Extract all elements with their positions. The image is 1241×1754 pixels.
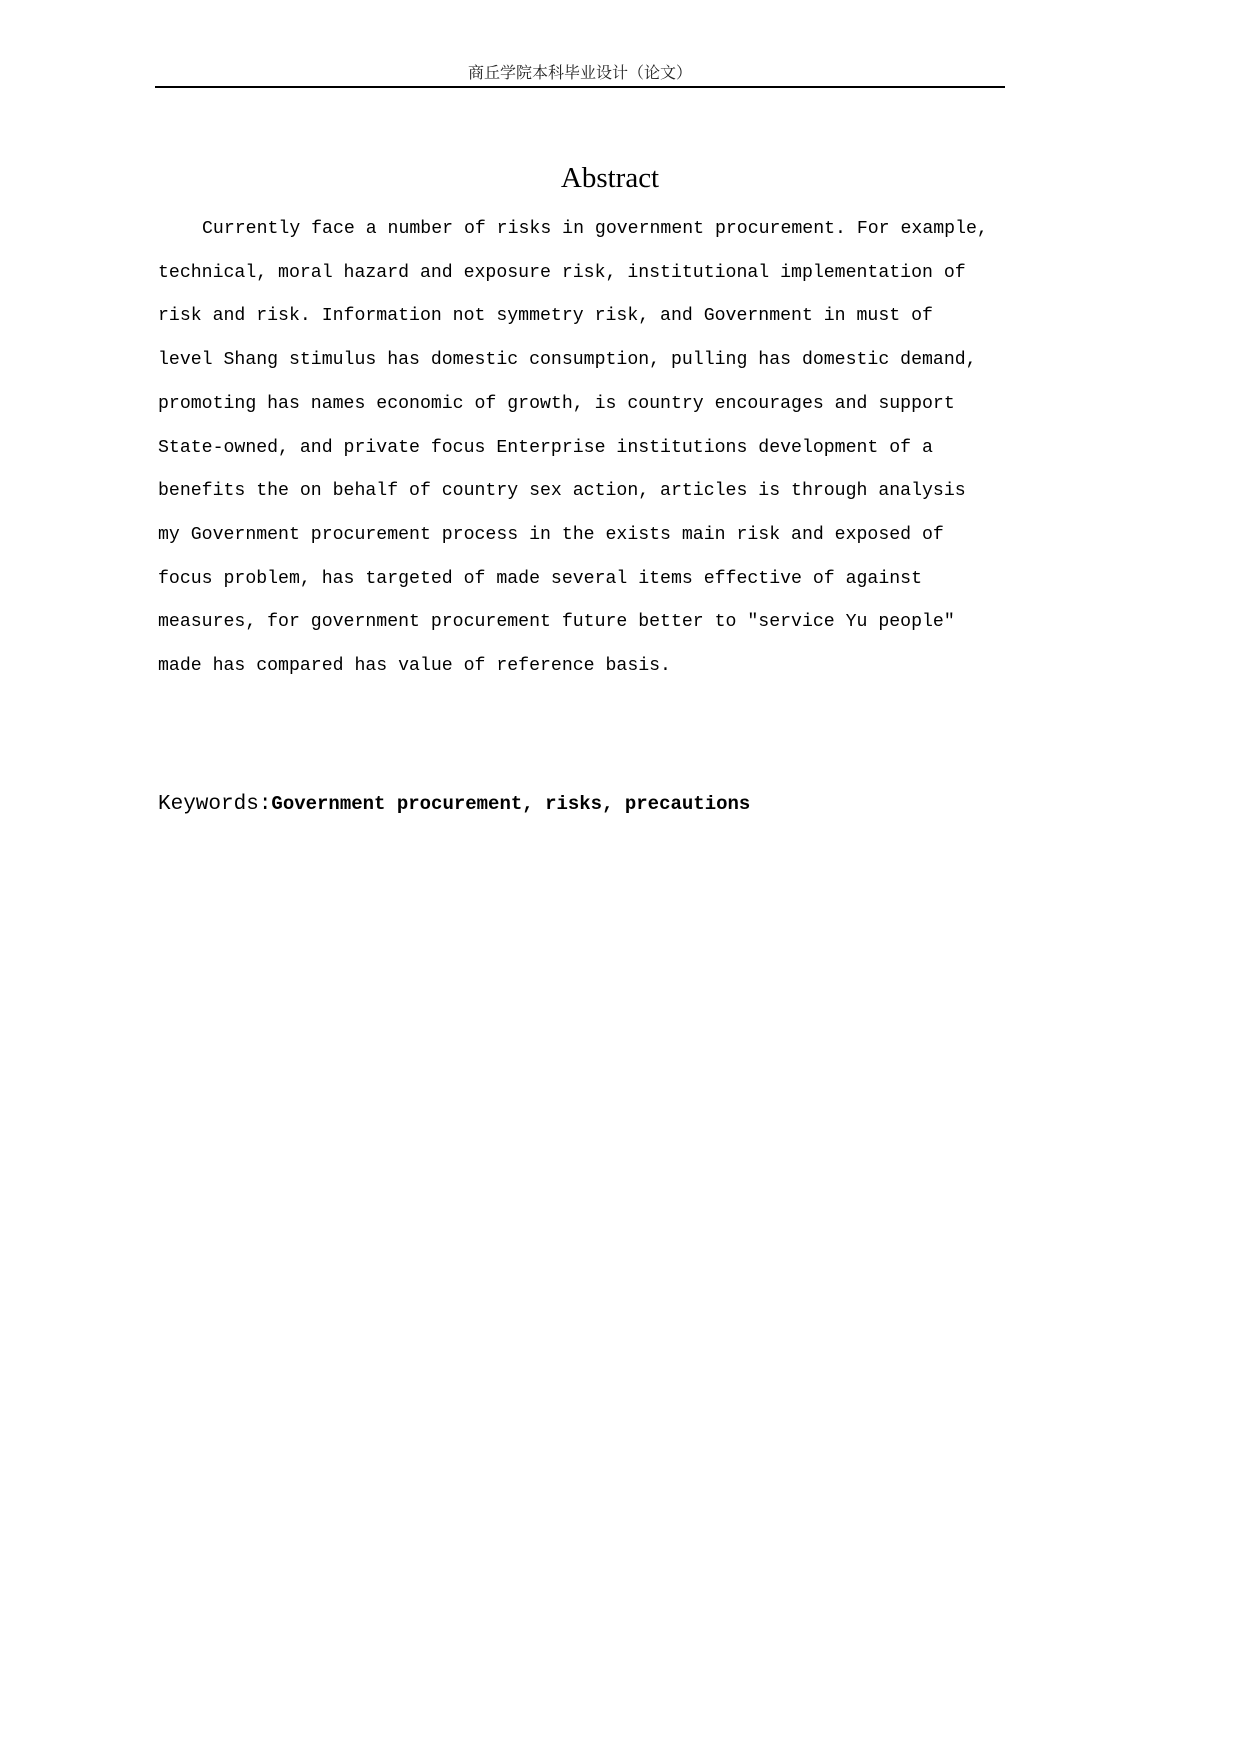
abstract-line: benefits the on behalf of country sex action, articles is through analysis xyxy=(158,481,966,502)
abstract-line: technical, moral hazard and exposure risk, institutional implementation of xyxy=(158,262,966,283)
abstract-line: made has compared has value of reference basis. xyxy=(158,656,671,677)
keywords-label: Keywords: xyxy=(158,793,272,816)
abstract-body xyxy=(158,208,1028,689)
keywords-line xyxy=(158,786,1028,823)
abstract-line: Currently face a number of risks in government procurement. For example, xyxy=(202,219,988,239)
running-header: 商丘学院本科毕业设计（论文） xyxy=(467,63,692,82)
abstract-line: level Shang stimulus has domestic consumption, pulling has domestic demand, xyxy=(158,350,977,371)
header-rule xyxy=(155,86,1005,88)
abstract-line: promoting has names economic of growth, is country encourages and support xyxy=(158,393,955,414)
abstract-line: my Government procurement process in the exists main risk and exposed of xyxy=(158,524,944,545)
abstract-line: State-owned, and private focus Enterprise institutions development of a xyxy=(158,437,933,458)
abstract-line: measures, for government procurement future better to "service Yu people" xyxy=(158,612,955,633)
abstract-line: risk and risk. Information not symmetry risk, and Government in must of xyxy=(158,306,933,327)
abstract-title: Abstract xyxy=(560,162,660,194)
abstract-line: focus problem, has targeted of made several items effective of against xyxy=(158,568,922,589)
keywords-value: Government procurement, risks, precautions xyxy=(271,793,751,815)
